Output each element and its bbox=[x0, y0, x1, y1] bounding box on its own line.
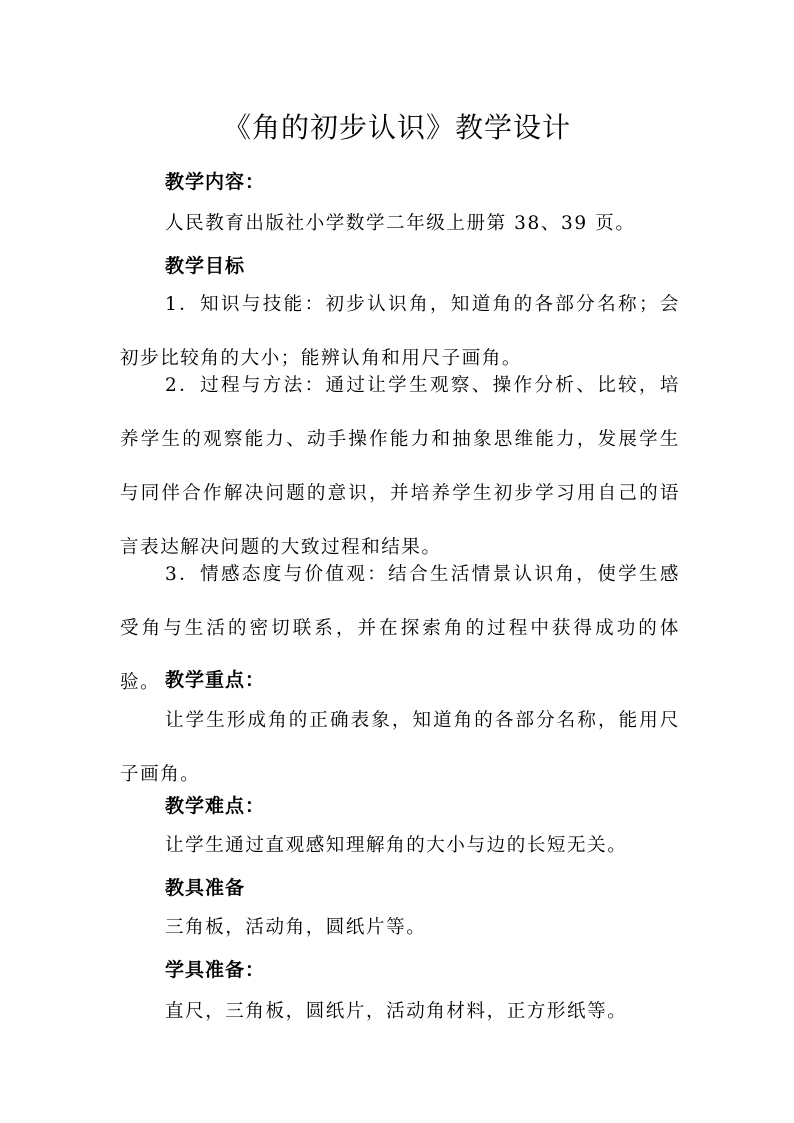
key-point-text: 让学生形成角的正确表象，知道角的各部分名称，能用尺子画角。 bbox=[120, 710, 680, 785]
teaching-goals-heading: 教学目标 bbox=[165, 255, 246, 277]
difficulty-text: 让学生通过直观感知理解角的大小与边的长短无关。 bbox=[165, 835, 628, 856]
student-tools-text: 直尺，三角板，圆纸片，活动角材料，正方形纸等。 bbox=[165, 1001, 628, 1022]
goal-process-method: 2．过程与方法：通过让学生观察、操作分析、比较，培养学生的观察能力、动手操作能力和抽象思维能力，发展学生与同伴合作解决问题的意识，并培养学生初步学习用自己的语言表达解决问题的大致过程和结果。 bbox=[120, 375, 680, 558]
teaching-content-heading: 教学内容： bbox=[165, 171, 266, 193]
teacher-tools-text: 三角板，活动角，圆纸片等。 bbox=[165, 917, 427, 938]
key-point-heading: 教学重点： bbox=[165, 669, 266, 691]
teaching-content-text: 人民教育出版社小学数学二年级上册第 38、39 页。 bbox=[165, 213, 636, 234]
goal-knowledge-skills: 1．知识与技能：初步认识角，知道角的各部分名称；会初步比较角的大小；能辨认角和用尺子画角。 bbox=[120, 294, 680, 369]
document-title: 《角的初步认识》教学设计 bbox=[222, 111, 571, 144]
goal-attitude-values: 3．情感态度与价值观：结合生活情景认识角，使学生感受角与生活的密切联系，并在探索角的过程中获得成功的体验。 bbox=[120, 564, 680, 693]
teacher-tools-heading: 教具准备 bbox=[165, 877, 246, 899]
difficulty-heading: 教学难点： bbox=[165, 795, 266, 817]
student-tools-heading: 学具准备： bbox=[165, 959, 266, 981]
